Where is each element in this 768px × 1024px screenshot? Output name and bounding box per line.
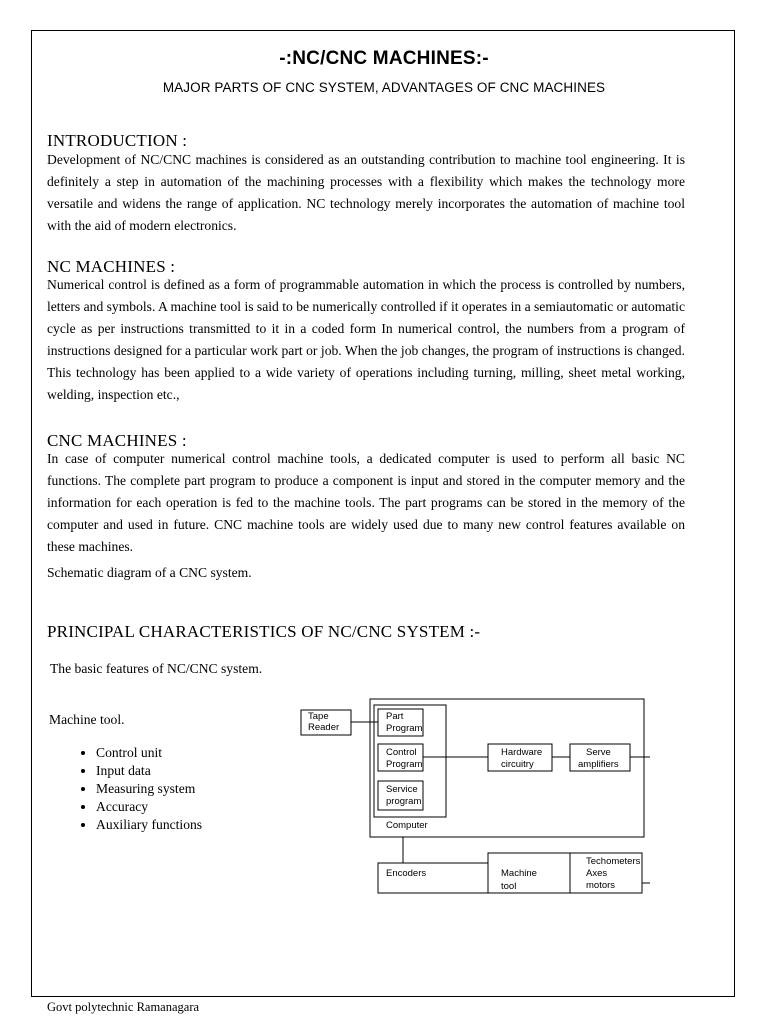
- diagram-label: Serve: [586, 747, 611, 758]
- list-item: • Measuring system: [96, 780, 202, 798]
- cnc-paragraph: In case of computer numerical control machine tools, a dedicated computer is used to perform all basic NC functions. The complete part program to produce a component is input and stored in the computer memory and the information for each operation is fed to the machine tools. The part programs can be stored in the memory of the computer and used in future. CNC machine tools are widely used due to many new control features available on these machines.: [47, 451, 685, 554]
- diagram-label: Machine: [501, 868, 537, 879]
- diagram-label: circuitry: [501, 759, 534, 770]
- diagram-label: Control: [386, 747, 417, 758]
- page-title: -:NC/CNC MACHINES:-: [279, 48, 489, 69]
- cnc-schematic-diagram: [290, 695, 650, 895]
- diagram-label: tool: [501, 881, 517, 892]
- list-item: • Control unit: [96, 744, 202, 762]
- nc-paragraph: Numerical control is defined as a form of programmable automation in which the process is controlled by numbers, letters and symbols. A machine tool is said to be numerically controlled if it operates in a semiautomatic or automatic cycle as per instructions transmitted to it in a coded form In numerical control, the numbers from a program of instructions designed for a particular work part or job. When the job changes, the program of instructions is changed. This technology has been applied to a wide variety of operations including turning, milling, sheet metal working, welding, inspection etc.,: [47, 277, 685, 402]
- diagram-label: Tape: [308, 711, 329, 722]
- principal-intro: The basic features of NC/CNC system.: [50, 661, 263, 676]
- list-item: • Input data: [96, 762, 202, 780]
- diagram-label: Encoders: [386, 868, 427, 879]
- diagram-label: motors: [586, 880, 616, 891]
- list-item: • Auxiliary functions: [96, 816, 202, 834]
- page-subtitle: MAJOR PARTS OF CNC SYSTEM, ADVANTAGES OF CNC MACHINES: [162, 80, 606, 95]
- diagram-label: program: [386, 796, 422, 807]
- diagram-label: Program: [386, 759, 423, 770]
- diagram-label: Computer: [386, 820, 428, 831]
- diagram-label: Axes: [586, 868, 608, 879]
- list-item: • Accuracy: [96, 798, 202, 816]
- diagram-label: Program: [386, 723, 423, 734]
- footer-text: Govt polytechnic Ramanagara: [47, 1000, 200, 1014]
- diagram-label: Hardware: [501, 747, 543, 758]
- diagram-label: Reader: [308, 722, 340, 733]
- intro-paragraph: Development of NC/CNC machines is considered as an outstanding contribution to machine tool engineering. It is definitely a step in automation of the machining processes with a flexibility which makes the technology more versatile and widens the range of application. NC technology merely incorporates the automation of machine tool with the aid of modern electronics.: [47, 152, 685, 233]
- diagram-label: Techometers: [586, 856, 641, 867]
- features-list: [48, 744, 202, 834]
- nc-heading: NC MACHINES :: [47, 257, 176, 276]
- diagram-label: Part: [386, 711, 404, 722]
- diagram-label: amplifiers: [578, 759, 619, 770]
- cnc-heading: CNC MACHINES :: [47, 431, 187, 450]
- machine-tool-label: Machine tool.: [49, 712, 125, 727]
- schematic-note: Schematic diagram of a CNC system.: [47, 565, 252, 580]
- intro-heading: INTRODUCTION :: [47, 131, 188, 150]
- principal-heading: PRINCIPAL CHARACTERISTICS OF NC/CNC SYSTEM :-: [47, 622, 481, 641]
- diagram-label: Service: [386, 784, 418, 795]
